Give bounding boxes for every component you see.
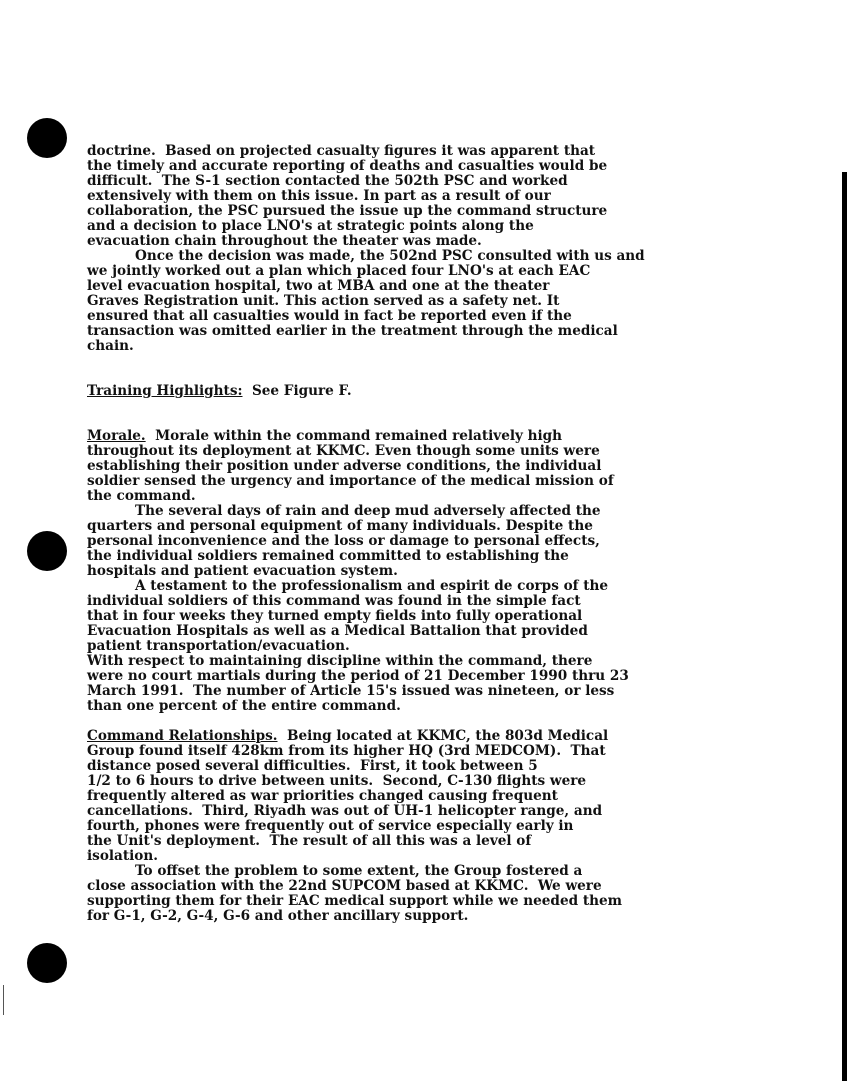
testament-line: individual soldiers of this command was found in the simple fact xyxy=(87,593,581,609)
morale-heading: Morale. xyxy=(87,428,146,444)
doctrine-line: difficult. The S-1 section contacted the 502th PSC and worked xyxy=(87,173,568,189)
discipline-line: With respect to maintaining discipline within the command, there xyxy=(87,653,593,669)
doctrine-line: collaboration, the PSC pursued the issue up the command structure xyxy=(87,203,608,219)
training-section xyxy=(87,384,837,399)
morale-line: soldier sensed the urgency and importance of the medical mission of xyxy=(87,473,614,489)
command-first-line xyxy=(87,729,837,744)
discipline-line: were no court martials during the period of 21 December 1990 thru 23 xyxy=(87,668,629,684)
command-line: frequently altered as war priorities changed causing frequent xyxy=(87,788,558,804)
discipline-line: than one percent of the entire command. xyxy=(87,698,401,714)
rain-line: quarters and personal equipment of many individuals. Despite the xyxy=(87,518,593,534)
command-heading: Command Relationships. xyxy=(87,728,278,744)
command-section xyxy=(87,729,837,924)
offset-line: supporting them for their EAC medical support while we needed them xyxy=(87,893,623,909)
training-line xyxy=(87,384,837,399)
discipline-line: March 1991. The number of Article 15's issued was nineteen, or less xyxy=(87,683,615,699)
offset-line: To offset the problem to some extent, the Group fostered a xyxy=(135,863,583,879)
decision-line: Once the decision was made, the 502nd PSC consulted with us and xyxy=(135,248,645,264)
binder-hole-bottom xyxy=(27,943,67,983)
rain-line: personal inconvenience and the loss or damage to personal effects, xyxy=(87,533,600,549)
doctrine-line: doctrine. Based on projected casualty figures it was apparent that xyxy=(87,143,596,159)
morale-line: the command. xyxy=(87,488,196,504)
testament-line: patient transportation/evacuation. xyxy=(87,638,350,654)
scan-edge-bar xyxy=(842,172,847,1081)
decision-line: we jointly worked out a plan which placed four LNO's at each EAC xyxy=(87,263,591,279)
offset-line: for G-1, G-2, G-4, G-6 and other ancillary support. xyxy=(87,908,469,924)
decision-line: transaction was omitted earlier in the treatment through the medical xyxy=(87,323,618,339)
rain-line: The several days of rain and deep mud adversely affected the xyxy=(135,503,601,519)
morale-section xyxy=(87,429,837,714)
morale-first-line xyxy=(87,429,837,444)
command-line: distance posed several difficulties. First, it took between 5 xyxy=(87,758,538,774)
command-line: the Unit's deployment. The result of all this was a level of xyxy=(87,833,532,849)
command-first-line-text: Being located at KKMC, the 803d Medical xyxy=(277,728,609,744)
rain-line: the individual soldiers remained committed to establishing the xyxy=(87,548,569,564)
decision-line: Graves Registration unit. This action served as a safety net. It xyxy=(87,293,560,309)
training-heading: Training Highlights: xyxy=(87,383,243,399)
morale-line: throughout its deployment at KKMC. Even though some units were xyxy=(87,443,600,459)
command-line: fourth, phones were frequently out of service especially early in xyxy=(87,818,574,834)
decision-line: level evacuation hospital, two at MBA and one at the theater xyxy=(87,278,550,294)
binder-hole-middle xyxy=(27,531,67,571)
training-text: See Figure F. xyxy=(242,383,352,399)
decision-line: chain. xyxy=(87,338,134,354)
command-line: 1/2 to 6 hours to drive between units. Second, C-130 flights were xyxy=(87,773,587,789)
command-line: isolation. xyxy=(87,848,158,864)
doctrine-paragraph xyxy=(87,144,837,249)
testament-line: A testament to the professionalism and espirit de corps of the xyxy=(135,578,609,594)
doctrine-line: extensively with them on this issue. In part as a result of our xyxy=(87,188,551,204)
morale-first-line-text: Morale within the command remained relatively high xyxy=(145,428,563,444)
decision-line: ensured that all casualties would in fact be reported even if the xyxy=(87,308,572,324)
scan-edge-mark xyxy=(3,985,4,1015)
command-line: cancellations. Third, Riyadh was out of UH-1 helicopter range, and xyxy=(87,803,603,819)
testament-line: that in four weeks they turned empty fields into fully operational xyxy=(87,608,583,624)
binder-hole-top xyxy=(27,118,67,158)
offset-line: close association with the 22nd SUPCOM based at KKMC. We were xyxy=(87,878,602,894)
morale-line: establishing their position under adverse conditions, the individual xyxy=(87,458,602,474)
rain-line: hospitals and patient evacuation system. xyxy=(87,563,398,579)
doctrine-line: and a decision to place LNO's at strategic points along the xyxy=(87,218,534,234)
doctrine-line: evacuation chain throughout the theater was made. xyxy=(87,233,482,249)
testament-line: Evacuation Hospitals as well as a Medical Battalion that provided xyxy=(87,623,588,639)
doctrine-line: the timely and accurate reporting of deaths and casualties would be xyxy=(87,158,608,174)
command-line: Group found itself 428km from its higher HQ (3rd MEDCOM). That xyxy=(87,743,606,759)
document-body xyxy=(87,144,837,924)
decision-paragraph xyxy=(87,249,837,354)
